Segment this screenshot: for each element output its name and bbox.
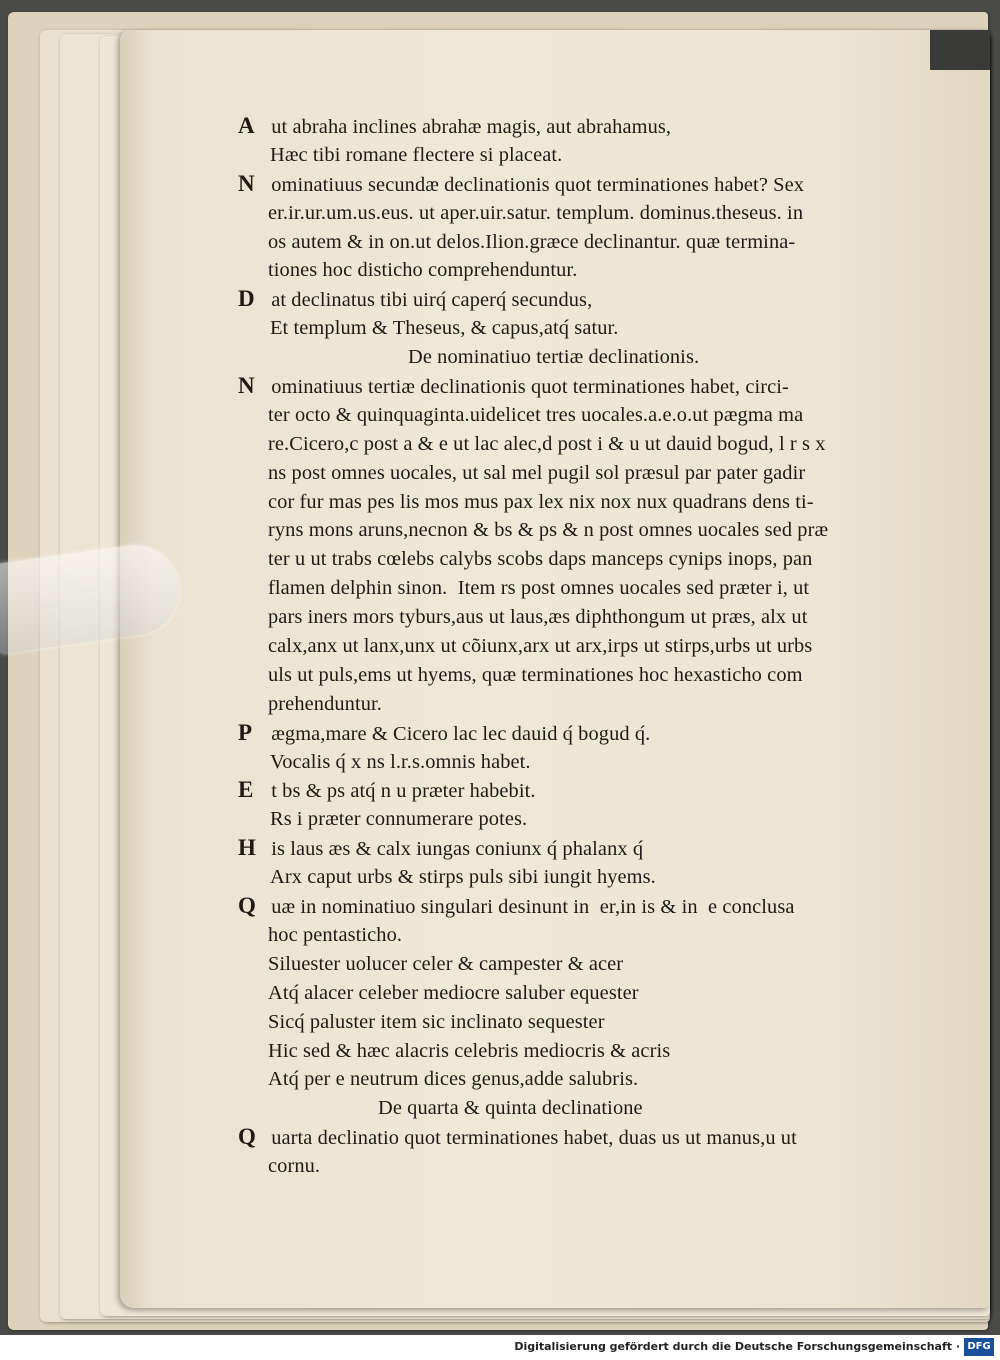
initial-letter: P (238, 719, 253, 745)
text-line (238, 256, 938, 285)
line-text: De quarta & quinta declinatione (378, 1097, 643, 1120)
line-text: Hic sed & hæc alacris celebris mediocris & acris (268, 1039, 671, 1062)
line-text: hoc pentasticho. (268, 923, 403, 946)
line-text: ægma,mare & Cicero lac lec dauid q́ bogud q́. (266, 722, 651, 745)
text-line (238, 719, 938, 748)
line-text: ut abraha inclines abrahæ magis, aut abrahamus, (266, 116, 672, 138)
text-line (238, 863, 938, 892)
text-line (238, 1008, 938, 1037)
line-text: uls ut puls,ems ut hyems, quæ terminationes hoc hexasticho com (268, 663, 803, 686)
text-line (238, 459, 938, 488)
initial-letter: H (238, 835, 256, 861)
line-text: De nominatiuo tertiæ declinationis. (408, 346, 700, 369)
line-text: calx,anx ut lanx,unx ut cõiunx,arx ut arx,irps ut stirps,urbs ut urbs (268, 635, 813, 658)
funding-credit: Digitalisierung gefördert durch die Deutsche Forschungsgemeinschaft · (514, 1340, 960, 1353)
text-line (238, 690, 938, 719)
text-line (238, 834, 938, 863)
text-line (238, 170, 938, 199)
line-text: cor fur mas pes lis mos mus pax lex nix nox nux quadrans dens ti- (268, 490, 814, 513)
text-line (238, 1123, 938, 1152)
text-line (238, 892, 938, 921)
text-line (238, 748, 938, 777)
text-line (238, 199, 938, 228)
text-line (238, 112, 938, 141)
initial-letter: N (238, 170, 255, 196)
line-text: ter u ut trabs cœlebs calybs scobs daps manceps cynips inops, pan (268, 548, 813, 571)
text-line (238, 805, 938, 834)
text-line (238, 401, 938, 430)
line-text: cornu. (268, 1155, 321, 1178)
text-line (238, 979, 938, 1008)
initial-letter: N (238, 373, 255, 399)
line-text: Et templum & Theseus, & capus,atq́ satur. (270, 317, 619, 340)
line-text: Rs i præter connumerare potes. (270, 808, 528, 831)
line-text: Sicq́ paluster item sic inclinato sequester (268, 1010, 605, 1033)
initial-letter: Q (238, 893, 256, 919)
text-line (238, 1065, 938, 1094)
line-text: Hæc tibi romane flectere si placeat. (270, 143, 563, 166)
initial-letter: E (238, 777, 254, 803)
line-text: re.Cicero,c post a & e ut lac alec,d post i & u ut dauid bogud, l r s x (268, 432, 826, 455)
line-text: ryns mons aruns,necnon & bs & ps & n post omnes uocales sed præ (268, 519, 829, 542)
line-text: Atq́ per e neutrum dices genus,adde salubris. (268, 1068, 639, 1091)
text-line (238, 661, 938, 690)
text-line (238, 1152, 938, 1181)
text-line (238, 574, 938, 603)
text-line (238, 632, 938, 661)
text-line (238, 603, 938, 632)
initial-letter: A (238, 113, 255, 138)
text-line (238, 285, 938, 314)
line-text: Siluester uolucer celer & campester & acer (268, 952, 624, 975)
line-text: uæ in nominatiuo singulari desinunt in er,in is & in e conclusa (266, 896, 795, 919)
line-text: Atq́ alacer celeber mediocre saluber equester (268, 981, 639, 1004)
line-text: tiones hoc disticho comprehenduntur. (268, 259, 578, 282)
line-text: uarta declinatio quot terminationes habet, duas us ut manus,u ut (266, 1127, 797, 1150)
text-line (238, 1037, 938, 1066)
dfg-logo: DFG (964, 1338, 994, 1356)
line-text: os autem & in on.ut delos.Ilion.græce declinantur. quæ termina- (268, 230, 796, 253)
text-line (238, 516, 938, 545)
line-text: Vocalis q́ x ns l.r.s.omnis habet. (270, 750, 531, 773)
line-text: t bs & ps atq́ n u præter habebit. (266, 780, 536, 803)
text-line (238, 488, 938, 517)
line-text: is laus æs & calx iungas coniunx q́ phalanx q́ (266, 838, 644, 861)
text-line (238, 430, 938, 459)
line-text: flamen delphin sinon. Item rs post omnes uocales sed præter i, ut (268, 577, 810, 600)
line-text: pars iners mors tyburs,aus ut laus,æs diphthongum ut præs, alx ut (268, 606, 808, 629)
text-line (238, 776, 938, 805)
line-text: ter octo & quinquaginta.uidelicet tres uocales.a.e.o.ut pægma ma (268, 403, 804, 426)
line-text: prehenduntur. (268, 692, 382, 715)
line-text: ominatiuus tertiæ declinationis quot terminationes habet, circi- (266, 376, 789, 399)
text-line (238, 950, 938, 979)
text-line (238, 545, 938, 574)
initial-letter: Q (238, 1124, 256, 1150)
line-text: at declinatus tibi uirq́ caperq́ secundus, (266, 289, 593, 312)
line-text: ns post omnes uocales, ut sal mel pugil sol præsul par pater gadir (268, 461, 806, 484)
line-text: er.ir.ur.um.us.eus. ut aper.uir.satur. templum. dominus.theseus. in (268, 201, 804, 224)
initial-letter: D (238, 286, 255, 312)
text-line (238, 228, 938, 257)
footer-bar (0, 1335, 1000, 1360)
text-line (238, 921, 938, 950)
line-text: ominatiuus secundæ declinationis quot terminationes habet? Sex (266, 173, 805, 196)
page-corner-shadow (930, 30, 990, 70)
text-line (238, 314, 938, 343)
text-line (238, 372, 938, 401)
line-text: Arx caput urbs & stirps puls sibi iungit hyems. (270, 866, 656, 889)
page-text-block (238, 112, 938, 1181)
text-line (238, 141, 938, 170)
text-line (238, 343, 938, 372)
text-line (238, 1094, 938, 1123)
